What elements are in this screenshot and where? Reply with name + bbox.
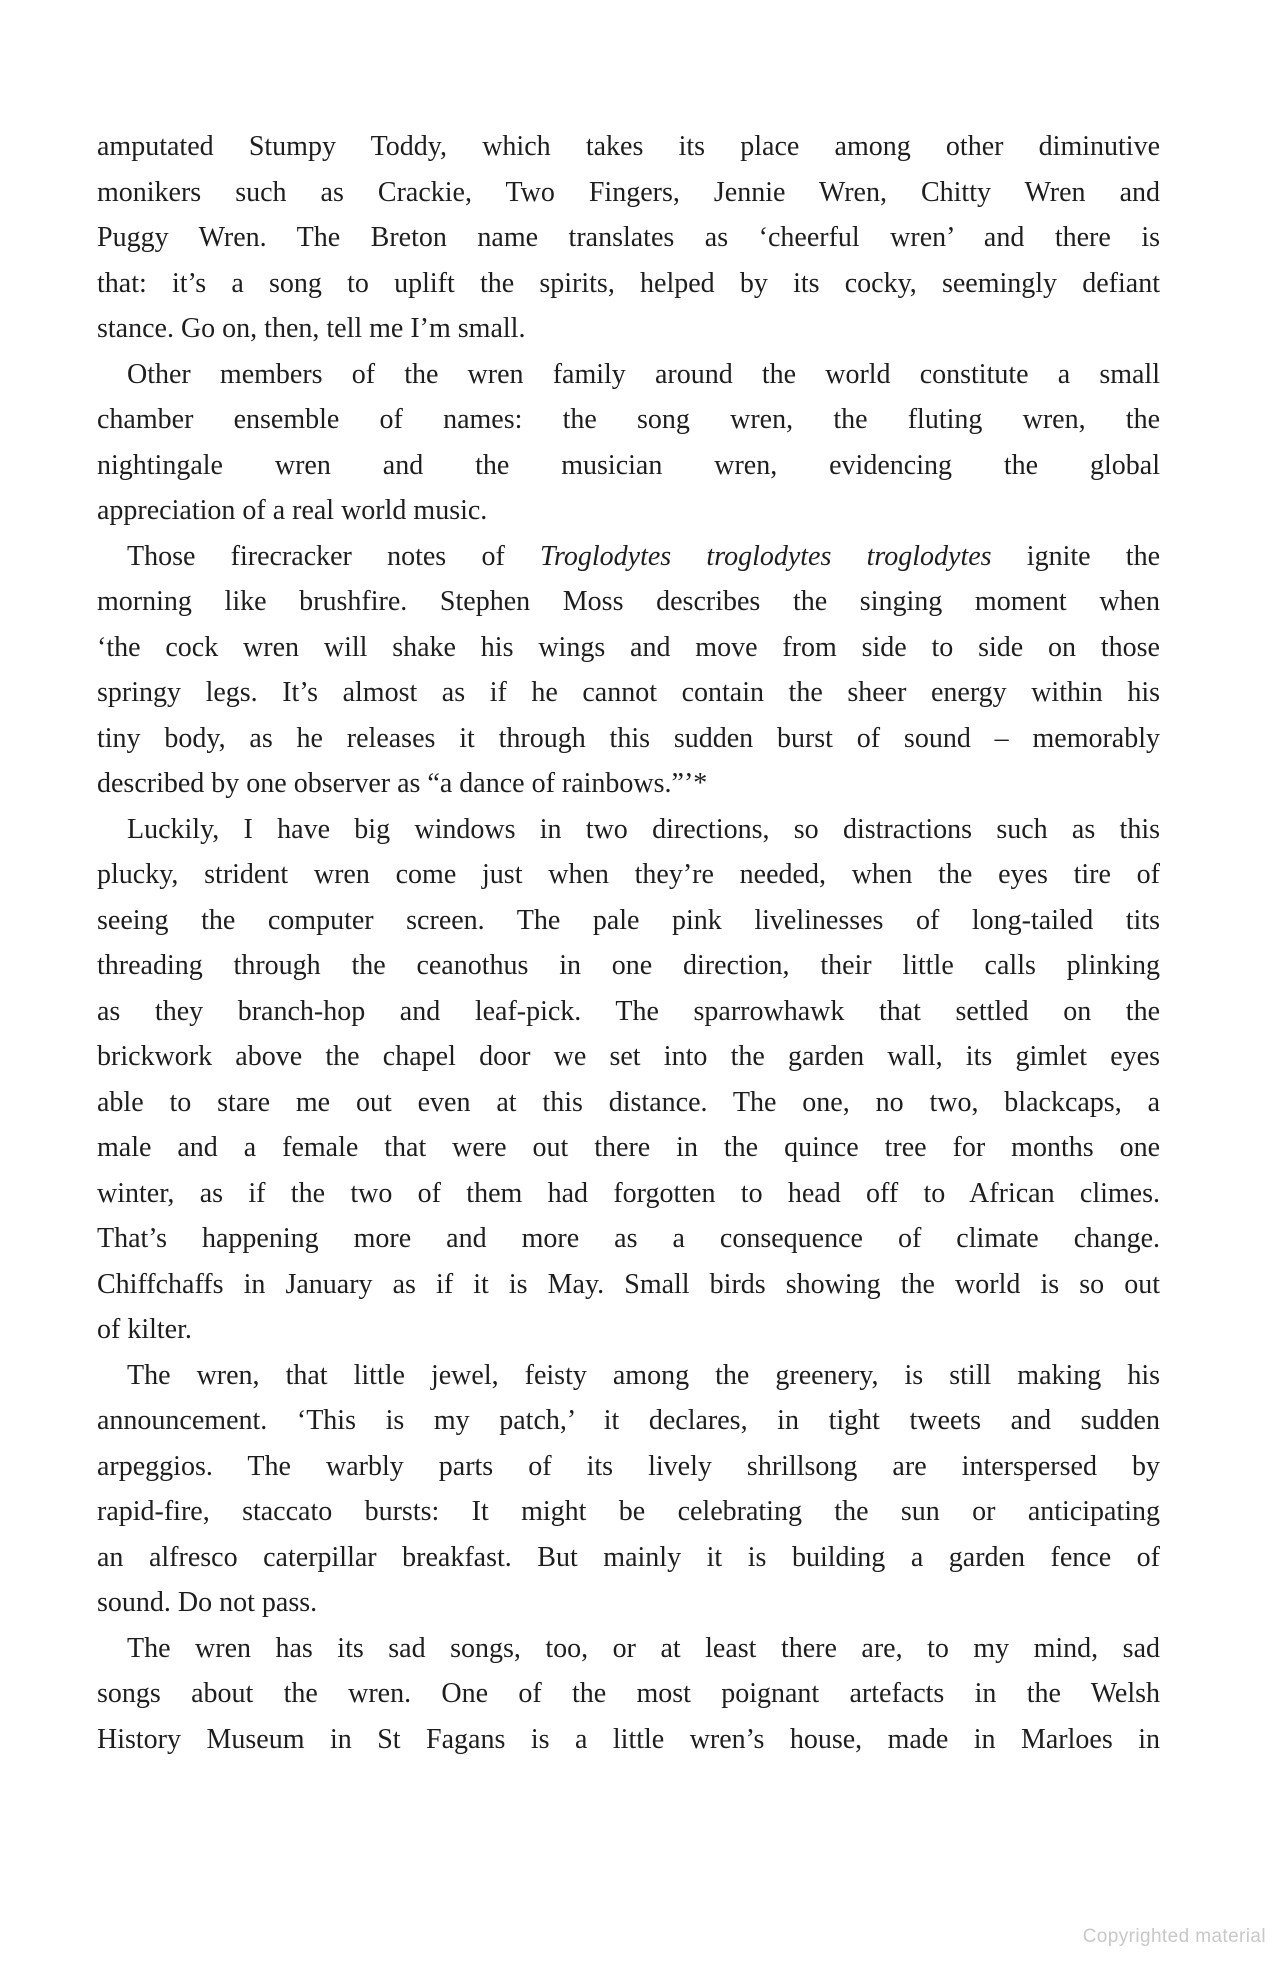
text-line [97, 852, 1160, 898]
text-line [97, 1626, 1160, 1672]
text-line [97, 1717, 1160, 1763]
text-line [97, 1216, 1160, 1262]
text-segment: male and a female that were out there in the quince tree for months one [97, 1132, 1160, 1163]
text-segment: History Museum in St Fagans is a little wren’s house, made in Marloes in [97, 1723, 1160, 1755]
page-text [97, 124, 1160, 1762]
text-line [97, 488, 1160, 534]
copyrighted-material-watermark: Copyrighted material [1082, 1926, 1266, 1947]
text-segment: sound. Do not pass. [97, 1587, 318, 1618]
text-segment: morning like brushfire. Stephen Moss describes the singing moment when [97, 586, 1160, 617]
text-segment: able to stare me out even at this distance. The one, no two, blackcaps, a [97, 1086, 1160, 1118]
text-line [97, 761, 1160, 807]
text-segment: tiny body, as he releases it through this sudden burst of sound – memorably [97, 722, 1160, 754]
text-segment: That’s happening more and more as a consequence of climate change. [97, 1223, 1160, 1254]
text-line [97, 579, 1160, 625]
text-segment: monikers such as Crackie, Two Fingers, Jennie Wren, Chitty Wren and [97, 176, 1160, 208]
text-line [97, 716, 1160, 762]
text-line [97, 1125, 1160, 1171]
text-segment: Other members of the wren family around the world constitute a small [127, 358, 1160, 390]
text-segment: seeing the computer screen. The pale pink livelinesses of long-tailed tits [97, 904, 1160, 936]
text-segment: described by one observer as “a dance of rainbows.”’* [97, 768, 708, 799]
text-line [97, 1398, 1160, 1444]
text-segment: chamber ensemble of names: the song wren, the fluting wren, the [97, 404, 1160, 435]
text-line [97, 1535, 1160, 1581]
text-segment: The wren has its sad songs, too, or at least there are, to my mind, sad [127, 1632, 1160, 1664]
text-line [97, 1671, 1160, 1717]
paragraph [97, 352, 1160, 534]
text-line [97, 989, 1160, 1035]
text-line [97, 215, 1160, 261]
paragraph [97, 1626, 1160, 1763]
text-segment: Puggy Wren. The Breton name translates as ‘cheerful wren’ and there is [97, 222, 1160, 253]
paragraph [97, 1353, 1160, 1626]
text-line [97, 1444, 1160, 1490]
text-line [97, 1171, 1160, 1217]
text-segment: rapid-fire, staccato bursts: It might be celebrating the sun or anticipating [97, 1496, 1160, 1527]
text-segment: ignite the [991, 540, 1160, 572]
text-line [97, 1580, 1160, 1626]
text-line [97, 807, 1160, 853]
text-line [97, 670, 1160, 716]
text-line [97, 1034, 1160, 1080]
text-segment: announcement. ‘This is my patch,’ it declares, in tight tweets and sudden [97, 1405, 1160, 1436]
text-segment: nightingale wren and the musician wren, evidencing the global [97, 449, 1160, 481]
text-segment: of kilter. [97, 1314, 192, 1345]
text-segment: amputated Stumpy Toddy, which takes its place among other diminutive [97, 131, 1160, 162]
text-segment: Those firecracker notes of [127, 540, 540, 572]
text-segment: brickwork above the chapel door we set into the garden wall, its gimlet eyes [97, 1041, 1160, 1072]
paragraph [97, 124, 1160, 352]
text-segment: plucky, strident wren come just when they’re needed, when the eyes tire of [97, 859, 1160, 890]
text-segment: an alfresco caterpillar breakfast. But mainly it is building a garden fence of [97, 1541, 1160, 1573]
text-segment: threading through the ceanothus in one direction, their little calls plinking [97, 950, 1160, 981]
text-segment: stance. Go on, then, tell me I’m small. [97, 313, 526, 344]
text-line [97, 1080, 1160, 1126]
text-line [97, 1262, 1160, 1308]
text-line [97, 124, 1160, 170]
text-line [97, 625, 1160, 671]
text-segment: appreciation of a real world music. [97, 495, 488, 526]
text-segment: Luckily, I have big windows in two directions, so distractions such as this [127, 813, 1160, 845]
text-segment: Chiffchaffs in January as if it is May. Small birds showing the world is so out [97, 1268, 1160, 1300]
text-line [97, 1489, 1160, 1535]
text-line [97, 943, 1160, 989]
text-line [97, 306, 1160, 352]
text-line [97, 352, 1160, 398]
text-segment: winter, as if the two of them had forgotten to head off to African climes. [97, 1177, 1160, 1209]
text-segment: The wren, that little jewel, feisty among the greenery, is still making his [127, 1359, 1160, 1391]
text-segment: arpeggios. The warbly parts of its lively shrillsong are interspersed by [97, 1450, 1160, 1482]
text-segment: springy legs. It’s almost as if he cannot contain the sheer energy within his [97, 677, 1160, 708]
text-line [97, 261, 1160, 307]
text-segment: as they branch-hop and leaf-pick. The sparrowhawk that settled on the [97, 995, 1160, 1027]
text-line [97, 170, 1160, 216]
text-line [97, 534, 1160, 580]
species-name-italic: Troglodytes troglodytes troglodytes [540, 540, 992, 572]
text-segment: that: it’s a song to uplift the spirits, helped by its cocky, seemingly defiant [97, 267, 1160, 299]
text-line [97, 397, 1160, 443]
text-line [97, 898, 1160, 944]
text-line [97, 1353, 1160, 1399]
text-segment: songs about the wren. One of the most poignant artefacts in the Welsh [97, 1678, 1160, 1709]
paragraph [97, 807, 1160, 1353]
text-line [97, 1307, 1160, 1353]
paragraph [97, 534, 1160, 807]
text-line [97, 443, 1160, 489]
text-segment: ‘the cock wren will shake his wings and move from side to side on those [97, 631, 1160, 663]
